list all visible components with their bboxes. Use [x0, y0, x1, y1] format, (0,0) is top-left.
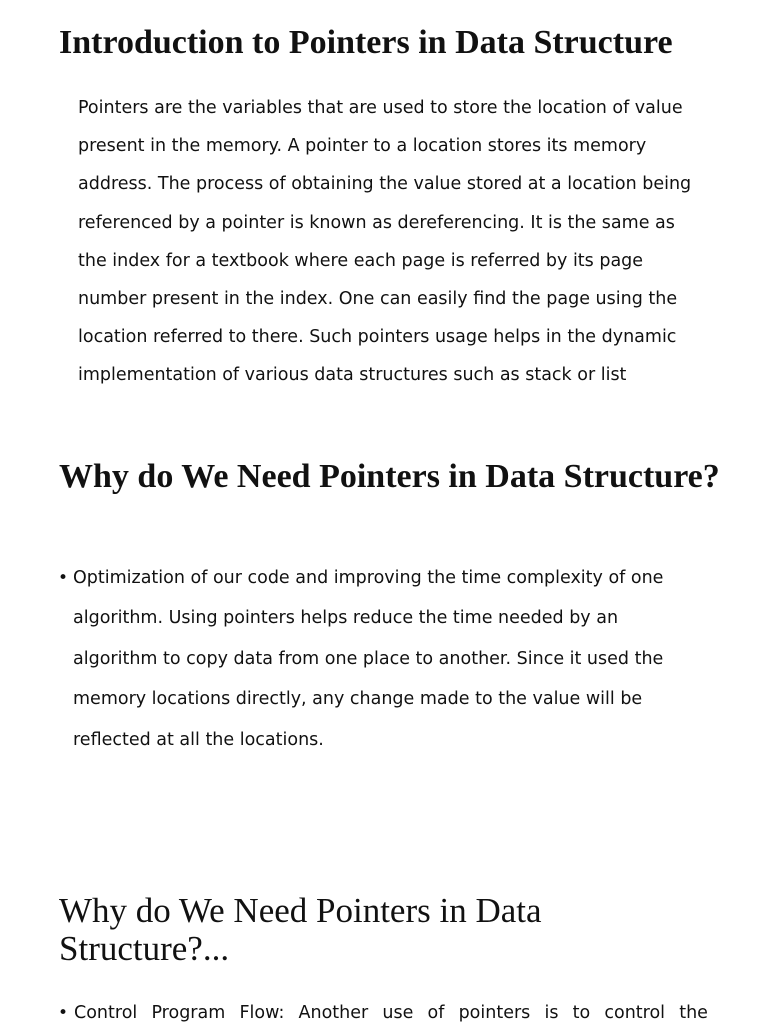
bullet-word: use	[382, 1003, 414, 1023]
heading-line: Why do We Need Pointers in Data	[59, 891, 542, 930]
intro-paragraph-line: the index for a textbook where each page is referred by its page	[78, 250, 644, 271]
bullet-line: algorithm. Using pointers helps reduce the time needed by an	[73, 608, 619, 629]
bullet-word: of	[427, 1003, 445, 1023]
bullet-word: is	[544, 1003, 559, 1023]
intro-paragraph	[78, 89, 708, 395]
bullet-line: algorithm to copy data from one place to another. Since it used the	[73, 648, 664, 669]
optimization-bullet	[58, 558, 708, 760]
intro-paragraph-line: referenced by a pointer is known as dereferencing. It is the same as	[78, 212, 675, 233]
intro-paragraph-line: location referred to there. Such pointers usage helps in the dynamic	[78, 327, 677, 348]
bullet-word: to	[572, 1003, 591, 1023]
intro-paragraph-line: address. The process of obtaining the value stored at a location being	[78, 174, 692, 195]
bullet-text	[73, 558, 708, 760]
bullet-word: Flow:	[239, 1003, 285, 1023]
intro-paragraph-line: implementation of various data structures such as stack or list	[78, 365, 627, 386]
bullet-line: memory locations directly, any change made to the value will be	[73, 689, 643, 710]
intro-paragraph-line: number present in the index. One can easily find the page using the	[78, 289, 678, 310]
bullet-text	[74, 996, 708, 1024]
bullet-line: Optimization of our code and improving the time complexity of one	[73, 568, 664, 588]
control-flow-bullet	[58, 996, 708, 1024]
bullet-word: Control	[74, 1003, 138, 1023]
bullet-word: pointers	[458, 1003, 531, 1023]
intro-heading: Introduction to Pointers in Data Structure	[59, 24, 673, 61]
why-pointers-heading: Why do We Need Pointers in Data Structure?	[59, 458, 720, 495]
bullet-icon: •	[58, 568, 69, 588]
why-pointers-continued-heading	[59, 892, 579, 968]
bullet-icon: •	[58, 1003, 69, 1023]
heading-line: Structure?...	[59, 929, 230, 968]
intro-paragraph-line: present in the memory. A pointer to a location stores its memory	[78, 136, 647, 157]
bullet-word: Program	[151, 1003, 226, 1023]
bullet-word: Another	[298, 1003, 369, 1023]
intro-paragraph-line: Pointers are the variables that are used to store the location of value	[78, 98, 683, 118]
bullet-word: control	[604, 1003, 666, 1023]
bullet-line: reflected at all the locations.	[73, 729, 324, 750]
bullet-word: the	[679, 1003, 708, 1023]
